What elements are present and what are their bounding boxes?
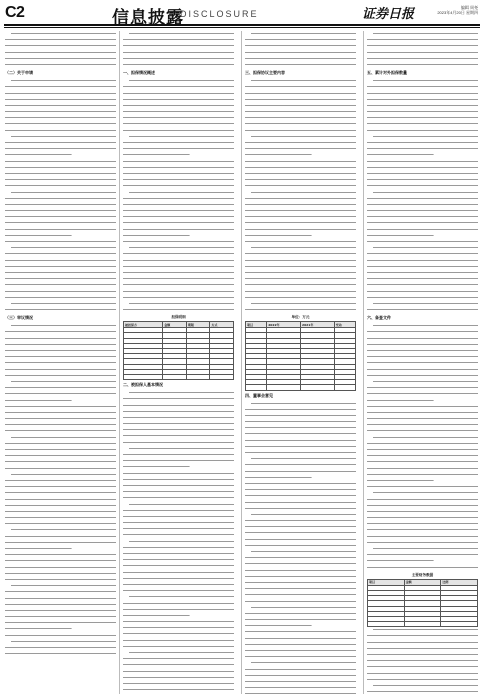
text-line [123,693,234,694]
table-header: 比例 [441,579,478,585]
table-header: 项目 [246,322,267,328]
text-line [5,307,116,313]
table-row [246,385,356,390]
newspaper-logo: 证券日报 [361,7,414,22]
table-cell [441,622,478,627]
table-header: 2021年 [300,322,334,328]
table-header: 金额 [404,579,441,585]
column-3 [245,31,356,694]
section-heading: 一、担保情况概述 [123,70,155,76]
table-header: 被担保方 [124,322,163,328]
section-title: 信息披露 [112,8,184,28]
text-line [367,62,478,68]
table-header: 期限 [186,322,210,328]
table-caption: 单位：万元 [291,315,310,320]
text-line [245,62,356,68]
table-cell [300,385,334,390]
table-cell [163,374,187,379]
table-cell [368,622,405,627]
column-divider [119,31,120,694]
data-table [367,579,478,628]
table-cell [124,374,163,379]
table-caption: 担保明细 [171,315,186,320]
text-line [123,62,234,68]
column-2 [123,31,234,694]
column-divider [363,31,364,694]
table-cell [210,374,234,379]
table-cell [267,385,301,390]
table-cell [334,385,355,390]
page-number: C2 [5,4,25,21]
text-line [245,691,356,694]
text-line [245,307,356,313]
table-header: 2022年 [267,322,301,328]
header-rule [4,24,480,26]
section-english: DISCLOSURE [180,9,259,19]
text-line [367,307,478,313]
page-header [0,0,484,30]
table-cell [246,385,267,390]
table-header: 变动 [334,322,355,328]
section-heading: 五、累计对外担保数量 [367,70,407,76]
section-heading: 六、备查文件 [367,315,391,321]
text-line [367,565,478,571]
section-heading: 四、董事会意见 [245,392,273,398]
text-line [123,307,234,313]
text-line [5,62,116,68]
table-header: 项目 [368,579,405,585]
table-header: 金额 [163,322,187,328]
section-heading: （三）审议情况 [5,315,33,321]
column-1 [5,31,116,694]
editor-line: 编辑 周尧 [460,5,478,10]
text-line [5,651,116,657]
table-row [368,622,478,627]
text-line [367,689,478,694]
header-rule-thin [4,27,480,28]
header-meta [437,5,478,15]
table-caption: 主要财务数据 [411,572,434,577]
section-heading: （二）关于申请 [5,70,33,76]
column-4 [367,31,478,694]
data-table [123,321,234,380]
date-line: 2023年4月20日 星期四 [437,10,478,15]
data-table [245,321,356,390]
table-header: 方式 [210,322,234,328]
table-row [124,374,234,379]
column-divider [241,31,242,694]
section-heading: 三、担保协议主要内容 [245,70,285,76]
table-cell [404,622,441,627]
table-cell [186,374,210,379]
section-heading: 二、被担保人基本情况 [123,382,163,388]
